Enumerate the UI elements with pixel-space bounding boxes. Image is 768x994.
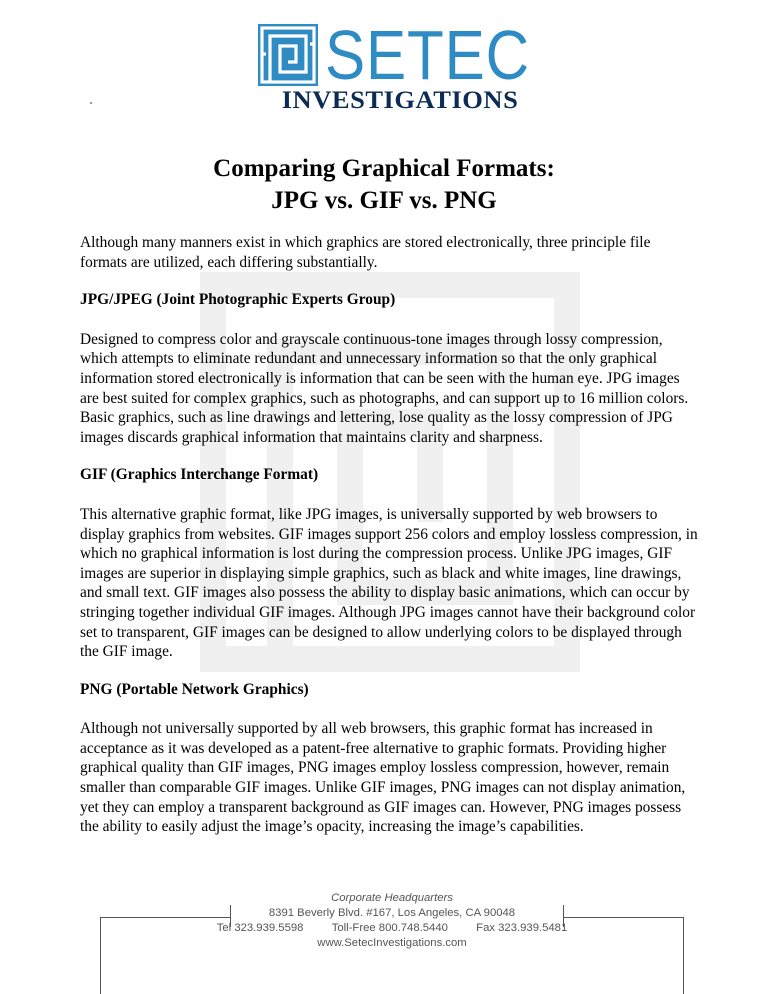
section-body-gif: This alternative graphic format, like JPG images, is universally supported by web browsers to display graphics from websites. GIF images support 256 colors and employ lossless compression, in which no graphical information is lost during the compression process. Unlike JPG images, GIF images are superior in displaying simple graphics, such as black and white images, line drawings, and small text. GIF images also possess the ability to display basic animations, which can occur by stringing together individual GIF images. Although JPG images cannot have their background color set to transparent, GIF images can be designed to allow underlying colors to be displayed through the GIF image. <box>80 505 698 661</box>
maze-logo-icon <box>258 24 318 86</box>
section-heading-gif: GIF (Graphics Interchange Format) <box>80 466 319 484</box>
company-logo <box>258 16 531 114</box>
section-body-png: Although not universally supported by all web browsers, this graphic format has increased in acceptance as it was developed as a patent-free alternative to graphic formats. Providing higher graphical quality than GIF images, PNG images employ lossless compression, however, remain smaller than comparable GIF images. Unlike GIF images, PNG images can not display animation, yet they can employ a transparent background as GIF images can. However, PNG images possess the ability to easily adjust the image’s opacity, increasing the image’s capabilities. <box>80 720 686 836</box>
logo-subtitle: INVESTIGATIONS <box>281 87 519 114</box>
footer-tollfree: Toll-Free 800.748.5440 <box>331 922 448 934</box>
section-body-jpg: Designed to compress color and grayscale continuous-tone images through lossy compression, which attempts to eliminate redundant and unnecessary information so that the only graphical information stored electronically is information that can be seen with the human eye. JPG images are best suited for complex graphics, such as photographs, and can support up to 16 million colors. Basic graphics, such as line drawings and lettering, lose quality as the lossy compression of JPG images discards graphical information that maintains clarity and sharpness. <box>80 330 689 446</box>
page-title <box>0 153 768 217</box>
footer-hq-label: Corporate Headquarters <box>331 892 453 904</box>
footer-tel: Tel 323.939.5598 <box>216 922 304 934</box>
stray-dot <box>90 102 92 104</box>
document-body <box>80 233 698 855</box>
intro-paragraph: Although many manners exist in which graphics are stored electronically, three principle file formats are utilized, each differing substantially. <box>80 234 651 271</box>
title-line-2: JPG vs. GIF vs. PNG <box>271 187 497 214</box>
footer-address: 8391 Beverly Blvd. #167, Los Angeles, CA 90048 <box>268 907 516 919</box>
footer-website[interactable]: www.SetecInvestigations.com <box>317 937 467 949</box>
footer-phones <box>100 921 684 936</box>
logo-wordmark: SETEC <box>325 16 531 94</box>
footer-contact <box>100 891 684 951</box>
footer-fax: Fax 323.939.5481 <box>476 922 568 934</box>
section-heading-png: PNG (Portable Network Graphics) <box>80 680 309 698</box>
page-footer <box>100 891 684 994</box>
title-line-1: Comparing Graphical Formats: <box>213 155 555 182</box>
section-heading-jpg: JPG/JPEG (Joint Photographic Experts Group) <box>80 291 396 309</box>
